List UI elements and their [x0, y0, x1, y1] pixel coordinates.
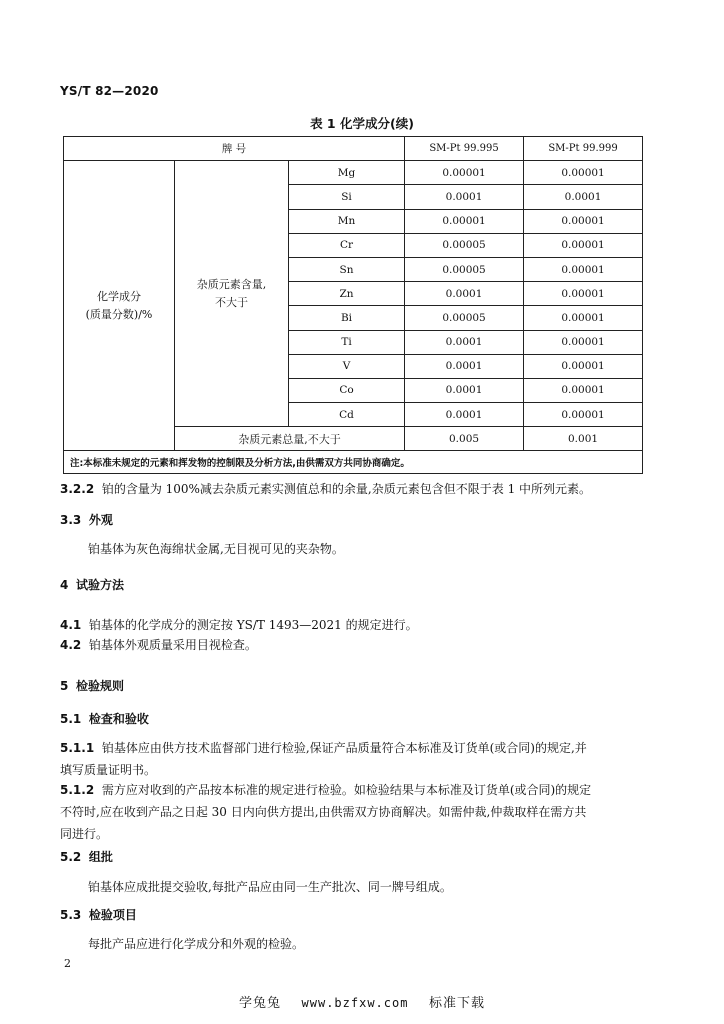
element-cell: Co — [289, 378, 405, 402]
value-cell: 0.0001 — [405, 282, 524, 306]
section-number: 4 — [60, 578, 69, 592]
section-number: 3.3 — [60, 513, 82, 527]
element-cell: Sn — [289, 257, 405, 281]
value-cell: 0.00005 — [405, 306, 524, 330]
value-cell: 0.00005 — [405, 257, 524, 281]
paragraph-text: 铂的含量为 100%减去杂质元素实测值总和的余量,杂质元素包含但不限于表 1 中所列元素。 — [101, 482, 592, 496]
paragraph-line: 需方应对收到的产品按本标准的规定进行检验。如检验结果与本标准及订货单(或合同)的规定 — [101, 783, 592, 797]
section-number: 3.2.2 — [60, 482, 95, 496]
total-value-cell: 0.001 — [524, 427, 643, 451]
section-5-2-heading — [60, 846, 113, 868]
page-number: 2 — [64, 957, 71, 970]
section-4-1 — [60, 614, 418, 636]
value-cell: 0.00001 — [524, 378, 643, 402]
paragraph-line: 不符时,应在收到产品之日起 30 日内向供方提出,由供需双方协商解决。如需仲裁,仲裁取样在需方共 — [60, 805, 587, 819]
value-cell: 0.00005 — [405, 233, 524, 257]
footer-site-name: 学兔兔 — [238, 996, 281, 1011]
sub-group-limit: 不大于 — [215, 295, 248, 309]
section-title: 检查和验收 — [88, 712, 149, 726]
value-cell: 0.00001 — [405, 161, 524, 185]
brand-header-cell: 牌 号 — [64, 137, 405, 161]
chemical-composition-table — [63, 136, 643, 474]
section-5-3-text: 每批产品应进行化学成分和外观的检验。 — [88, 937, 305, 951]
value-cell: 0.0001 — [405, 378, 524, 402]
value-cell: 0.0001 — [405, 185, 524, 209]
value-cell: 0.00001 — [524, 209, 643, 233]
section-4-2 — [60, 634, 257, 656]
element-cell: Bi — [289, 306, 405, 330]
paragraph-text: 铂基体的化学成分的测定按 YS/T 1493—2021 的规定进行。 — [88, 618, 418, 632]
section-5-1-1 — [60, 737, 670, 781]
table-caption: 表 1 化学成分(续) — [310, 116, 414, 131]
section-5-1-heading — [60, 708, 149, 730]
section-title: 试验方法 — [76, 578, 125, 592]
element-cell: Si — [289, 185, 405, 209]
section-title: 检验规则 — [76, 679, 125, 693]
section-number: 5 — [60, 679, 69, 693]
table-note: 注:本标准未规定的元素和挥发物的控制限及分析方法,由供需双方共同协商确定。 — [64, 451, 643, 474]
section-number: 5.1.2 — [60, 783, 95, 797]
section-5-1-2 — [60, 779, 670, 845]
section-number: 4.2 — [60, 638, 82, 652]
section-3-3-heading — [60, 509, 113, 531]
section-number: 5.2 — [60, 850, 82, 864]
note-row — [64, 451, 643, 474]
element-cell: V — [289, 354, 405, 378]
value-cell: 0.00001 — [524, 354, 643, 378]
row-group-chemical-composition — [64, 161, 175, 451]
section-number: 4.1 — [60, 618, 82, 632]
element-cell: Cr — [289, 233, 405, 257]
row-group-label: 化学成分 — [97, 289, 141, 303]
element-cell: Mn — [289, 209, 405, 233]
sub-group-label: 杂质元素含量, — [196, 277, 267, 291]
section-5-heading — [60, 675, 124, 697]
value-cell: 0.00001 — [524, 330, 643, 354]
element-cell: Zn — [289, 282, 405, 306]
site-footer — [0, 992, 724, 1011]
section-5-2-text: 铂基体应成批提交验收,每批产品应由同一生产批次、同一牌号组成。 — [88, 880, 452, 894]
value-cell: 0.00001 — [524, 282, 643, 306]
paragraph-line: 填写质量证明书。 — [60, 763, 157, 777]
section-number: 5.1 — [60, 712, 82, 726]
element-cell: Ti — [289, 330, 405, 354]
value-cell: 0.00001 — [405, 209, 524, 233]
section-title: 检验项目 — [88, 908, 137, 922]
section-number: 5.1.1 — [60, 741, 95, 755]
total-value-cell: 0.005 — [405, 427, 524, 451]
footer-url-link[interactable]: www.bzfxw.com — [301, 996, 409, 1010]
grade-header-995: SM-Pt 99.995 — [405, 137, 524, 161]
sub-group-impurity — [175, 161, 289, 427]
value-cell: 0.0001 — [405, 403, 524, 427]
paragraph-line: 同进行。 — [60, 827, 109, 841]
grade-header-999: SM-Pt 99.999 — [524, 137, 643, 161]
paragraph-line: 铂基体应由供方技术监督部门进行检验,保证产品质量符合本标准及订货单(或合同)的规定,并 — [101, 741, 587, 755]
value-cell: 0.00001 — [524, 257, 643, 281]
section-3-2-2 — [60, 478, 591, 500]
paragraph-text: 铂基体外观质量采用目视检查。 — [88, 638, 257, 652]
row-group-unit: (质量分数)/% — [85, 307, 153, 321]
section-5-3-heading — [60, 904, 137, 926]
total-label-cell: 杂质元素总量,不大于 — [175, 427, 405, 451]
table-header-row — [64, 137, 643, 161]
element-cell: Mg — [289, 161, 405, 185]
value-cell: 0.0001 — [524, 185, 643, 209]
section-title: 组批 — [88, 850, 113, 864]
value-cell: 0.00001 — [524, 306, 643, 330]
section-4-heading — [60, 574, 124, 596]
element-cell: Cd — [289, 403, 405, 427]
value-cell: 0.0001 — [405, 354, 524, 378]
table-row — [64, 161, 643, 185]
document-code: YS/T 82—2020 — [60, 84, 159, 98]
value-cell: 0.00001 — [524, 233, 643, 257]
value-cell: 0.0001 — [405, 330, 524, 354]
value-cell: 0.00001 — [524, 403, 643, 427]
footer-tagline: 标准下载 — [428, 996, 485, 1011]
section-number: 5.3 — [60, 908, 82, 922]
section-3-3-text: 铂基体为灰色海绵状金属,无目视可见的夹杂物。 — [88, 542, 344, 556]
value-cell: 0.00001 — [524, 161, 643, 185]
section-title: 外观 — [88, 513, 113, 527]
